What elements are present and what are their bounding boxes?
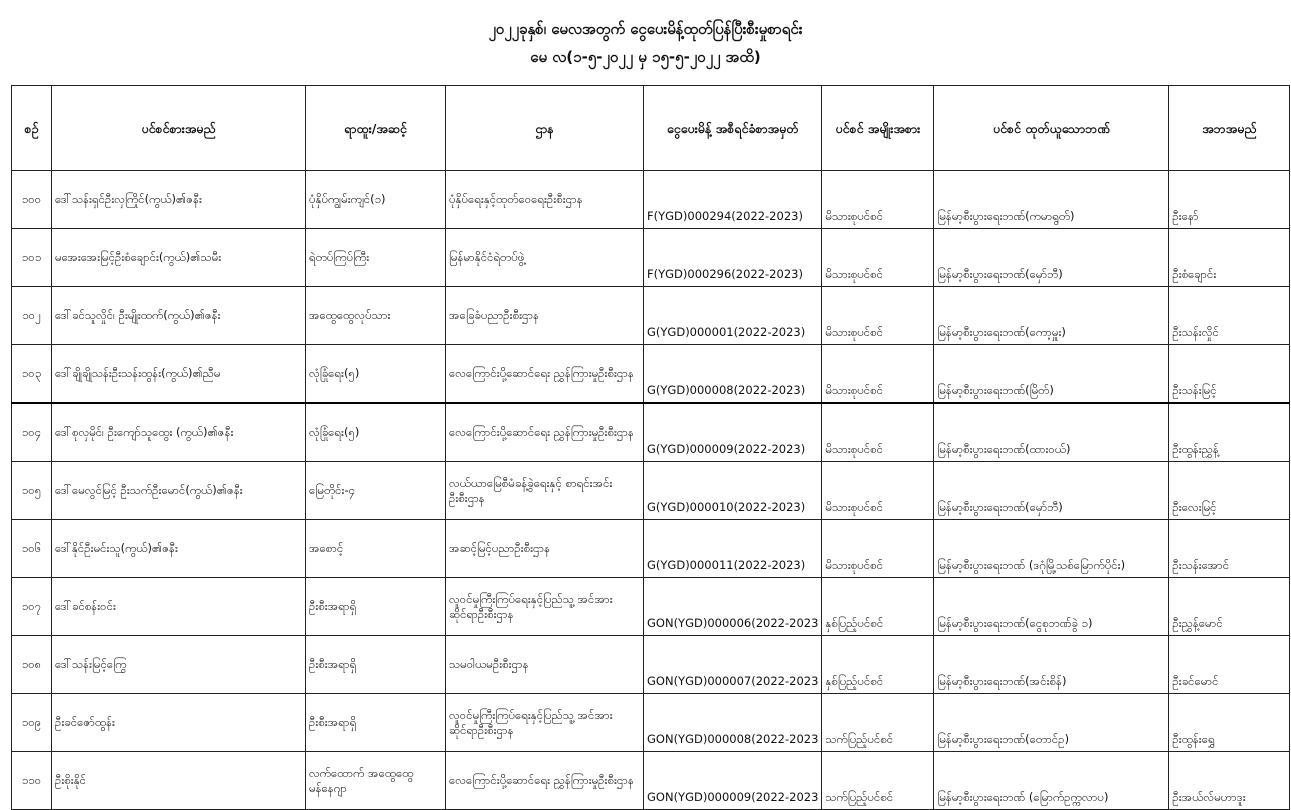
page-subtitle: မေ လ(၁-၅-၂၀၂၂ မှ ၁၅-၅-၂၀၂၂ အထိ) bbox=[530, 48, 761, 66]
header-no: စဉ် bbox=[12, 86, 52, 171]
cell-father: ဦးညွှန့်မောင် bbox=[1169, 578, 1290, 636]
cell-order: GON(YGD)000009(2022-2023 bbox=[644, 752, 822, 810]
cell-rank: မြေတိုင်း-၄ bbox=[306, 462, 446, 520]
header-type: ပင်စင် အမျိုးအစား bbox=[822, 86, 934, 171]
cell-name: ဒေါ်သန်းမြင့်ကြွေ bbox=[52, 636, 306, 694]
cell-name: ဒေါ်ချိုချိုသန်းဦးသန်းထွန်း(ကွယ်)၏ညီမ bbox=[52, 345, 306, 404]
table-header-row bbox=[12, 86, 1290, 171]
table-row bbox=[12, 345, 1290, 404]
cell-dept: လူဝင်မှုကြီးကြပ်ရေးနှင့်ပြည်သူ့ အင်အားဆိုင်ရာဦးစီးဌာန bbox=[446, 694, 644, 752]
cell-dept: လေကြောင်းပို့ဆောင်ရေး ညွှန်ကြားမှုဦးစီးဌာန bbox=[446, 345, 644, 404]
pension-table bbox=[11, 85, 1290, 810]
cell-father: ဦးစံချောင်း bbox=[1169, 229, 1290, 287]
cell-dept: လယ်ယာမြေစီမံခန့်ခွဲရေးနှင့် စာရင်းအင်းဦးစီးဌာန bbox=[446, 462, 644, 520]
table-row bbox=[12, 403, 1290, 462]
cell-dept: အဆင့်မြင့်ပညာဦးစီးဌာန bbox=[446, 520, 644, 578]
cell-rank: ဦးစီးအရာရှိ bbox=[306, 578, 446, 636]
header-order: ငွေပေးမိန့် အစီရင်ခံစာအမှတ် bbox=[644, 86, 822, 171]
cell-bank: မြန်မာ့စီးပွားရေးဘဏ်(ငွေစုဘဏ်ခွဲ ၁) bbox=[934, 578, 1169, 636]
header-father: အဘအမည် bbox=[1169, 86, 1290, 171]
cell-type: မိသားစုပင်စင် bbox=[822, 462, 934, 520]
cell-name: မအေးအေးမြင့်ဦးစံချောင်း(ကွယ်)၏သမီး bbox=[52, 229, 306, 287]
cell-type: နှစ်ပြည့်ပင်စင် bbox=[822, 578, 934, 636]
cell-order: G(YGD)000010(2022-2023) bbox=[644, 462, 822, 520]
cell-rank: အစောင့် bbox=[306, 520, 446, 578]
cell-rank: လုံခြုံရေး(၅) bbox=[306, 403, 446, 462]
cell-no: ၁၀၂ bbox=[12, 287, 52, 345]
cell-bank: မြန်မာ့စီးပွားရေးဘဏ်(မြိတ်) bbox=[934, 345, 1169, 404]
cell-name: ဒေါ်နိုင်ဦးမင်းသူ(ကွယ်)၏ဇနီး bbox=[52, 520, 306, 578]
cell-rank: လက်ထောက် အထွေထွေမန်နေဂျာ bbox=[306, 752, 446, 810]
table-row bbox=[12, 520, 1290, 578]
cell-name: ဒေါ်မေလွင်မြင့် ဦးသက်ဦးမောင်(ကွယ်)၏ဇနီး bbox=[52, 462, 306, 520]
cell-order: G(YGD)000009(2022-2023) bbox=[644, 403, 822, 462]
cell-father: ဦးနော် bbox=[1169, 171, 1290, 229]
cell-rank: လုံခြုံရေး(၅) bbox=[306, 345, 446, 404]
cell-rank: ဦးစီးအရာရှိ bbox=[306, 694, 446, 752]
cell-rank: ရဲတပ်ကြပ်ကြီး bbox=[306, 229, 446, 287]
cell-name: ဒေါ်ခင်သူလှိုင်၊ ဦးမျိုးထက်(ကွယ်)၏ဇနီး bbox=[52, 287, 306, 345]
cell-type: မိသားစုပင်စင် bbox=[822, 345, 934, 404]
cell-no: ၁၁၀ bbox=[12, 752, 52, 810]
cell-bank: မြန်မာ့စီးပွားရေးဘဏ်(ကော့မှူး) bbox=[934, 287, 1169, 345]
cell-rank: ပုံနှိပ်ကျွမ်းကျင်(၁) bbox=[306, 171, 446, 229]
cell-order: F(YGD)000296(2022-2023) bbox=[644, 229, 822, 287]
cell-no: ၁၀၉ bbox=[12, 694, 52, 752]
cell-bank: မြန်မာ့စီးပွားရေးဘဏ်(မှော်ဘီ) bbox=[934, 229, 1169, 287]
cell-bank: မြန်မာ့စီးပွားရေးဘဏ်(ထားဝယ်) bbox=[934, 403, 1169, 462]
cell-father: ဦးသန်းလှိုင် bbox=[1169, 287, 1290, 345]
cell-bank: မြန်မာ့စီးပွားရေးဘဏ်(မှော်ဘီ) bbox=[934, 462, 1169, 520]
cell-dept: မြန်မာနိုင်ငံရဲတပ်ဖွဲ့ bbox=[446, 229, 644, 287]
cell-no: ၁၀၀ bbox=[12, 171, 52, 229]
cell-father: ဦးထွန်းညွှန့် bbox=[1169, 403, 1290, 462]
page-title: ၂၀၂၂ခုနှစ်၊ မေလအတွက် ငွေပေးမိန့်ထုတ်ပြန်ပြီးစီးမှုစာရင်း bbox=[488, 20, 803, 38]
cell-no: ၁၀၄ bbox=[12, 403, 52, 462]
cell-order: G(YGD)000001(2022-2023) bbox=[644, 287, 822, 345]
cell-bank: မြန်မာ့စီးပွားရေးဘဏ်(တောင်ဥ) bbox=[934, 694, 1169, 752]
table-row bbox=[12, 462, 1290, 520]
cell-name: ဒေါ်စုလှမိုင်၊ ဦးကျော်သူထွေး (ကွယ်)၏ဇနီး bbox=[52, 403, 306, 462]
cell-dept: လူဝင်မှုကြီးကြပ်ရေးနှင့်ပြည်သူ့ အင်အားဆိုင်ရာဦးစီးဌာန bbox=[446, 578, 644, 636]
cell-name: ဦးစိုးနိုင် bbox=[52, 752, 306, 810]
cell-father: ဦးခင်မောင် bbox=[1169, 636, 1290, 694]
cell-order: GON(YGD)000008(2022-2023 bbox=[644, 694, 822, 752]
cell-dept: လေကြောင်းပို့ဆောင်ရေး ညွှန်ကြားမှုဦးစီးဌာန bbox=[446, 752, 644, 810]
cell-dept: သမဝါယမဦးစီးဌာန bbox=[446, 636, 644, 694]
cell-type: မိသားစုပင်စင် bbox=[822, 171, 934, 229]
cell-type: သက်ပြည့်ပင်စင် bbox=[822, 694, 934, 752]
cell-name: ဦးခင်ဇော်ထွန်း bbox=[52, 694, 306, 752]
cell-no: ၁၀၁ bbox=[12, 229, 52, 287]
cell-order: F(YGD)000294(2022-2023) bbox=[644, 171, 822, 229]
table-row bbox=[12, 636, 1290, 694]
cell-order: GON(YGD)000006(2022-2023 bbox=[644, 578, 822, 636]
cell-type: မိသားစုပင်စင် bbox=[822, 287, 934, 345]
cell-father: ဦးလေးမြင့် bbox=[1169, 462, 1290, 520]
cell-bank: မြန်မာ့စီးပွားရေးဘဏ် (မြောက်ဥက္ကလာပ) bbox=[934, 752, 1169, 810]
table-row bbox=[12, 287, 1290, 345]
cell-type: မိသားစုပင်စင် bbox=[822, 520, 934, 578]
table-row bbox=[12, 694, 1290, 752]
cell-type: နှစ်ပြည့်ပင်စင် bbox=[822, 636, 934, 694]
cell-bank: မြန်မာ့စီးပွားရေးဘဏ် (ဒဂုံမြို့သစ်မြောက်ပိုင်း) bbox=[934, 520, 1169, 578]
cell-father: ဦးသန်းမြင့် bbox=[1169, 345, 1290, 404]
cell-bank: မြန်မာ့စီးပွားရေးဘဏ်(ကမာရွတ်) bbox=[934, 171, 1169, 229]
header-name: ပင်စင်စားအမည် bbox=[52, 86, 306, 171]
cell-type: မိသားစုပင်စင် bbox=[822, 403, 934, 462]
cell-no: ၁၀၃ bbox=[12, 345, 52, 404]
cell-type: သက်ပြည့်ပင်စင် bbox=[822, 752, 934, 810]
cell-rank: အထွေထွေလုပ်သား bbox=[306, 287, 446, 345]
cell-type: မိသားစုပင်စင် bbox=[822, 229, 934, 287]
cell-order: G(YGD)000008(2022-2023) bbox=[644, 345, 822, 404]
cell-father: ဦးအယ်လ်မဟာဒူး bbox=[1169, 752, 1290, 810]
cell-father: ဦးထွန်းရွှေ bbox=[1169, 694, 1290, 752]
cell-no: ၁၀၈ bbox=[12, 636, 52, 694]
cell-name: ဒေါ်သန်းရှင်ဦးလှကြိုင်(ကွယ်)၏ဇနီး bbox=[52, 171, 306, 229]
table-row bbox=[12, 171, 1290, 229]
cell-order: G(YGD)000011(2022-2023) bbox=[644, 520, 822, 578]
cell-dept: လေကြောင်းပို့ဆောင်ရေး ညွှန်ကြားမှုဦးစီးဌာန bbox=[446, 403, 644, 462]
cell-no: ၁၀၅ bbox=[12, 462, 52, 520]
cell-no: ၁၀၆ bbox=[12, 520, 52, 578]
header-rank: ရာထူး/အဆင့် bbox=[306, 86, 446, 171]
table-row bbox=[12, 229, 1290, 287]
header-bank: ပင်စင် ထုတ်ယူသောဘဏ် bbox=[934, 86, 1169, 171]
cell-name: ဒေါ်ခင်စန်းဝင်း bbox=[52, 578, 306, 636]
cell-father: ဦးသန်းအောင် bbox=[1169, 520, 1290, 578]
header-dept: ဌာန bbox=[446, 86, 644, 171]
cell-order: GON(YGD)000007(2022-2023 bbox=[644, 636, 822, 694]
table-row bbox=[12, 578, 1290, 636]
cell-no: ၁၀၇ bbox=[12, 578, 52, 636]
cell-rank: ဦးစီးအရာရှိ bbox=[306, 636, 446, 694]
cell-dept: ပုံနှိပ်ရေးနှင့်ထုတ်ဝေရေးဦးစီးဌာန bbox=[446, 171, 644, 229]
cell-dept: အခြေခံပညာဦးစီးဌာန bbox=[446, 287, 644, 345]
cell-bank: မြန်မာ့စီးပွားရေးဘဏ်(အင်းစိန်) bbox=[934, 636, 1169, 694]
table-row bbox=[12, 752, 1290, 810]
